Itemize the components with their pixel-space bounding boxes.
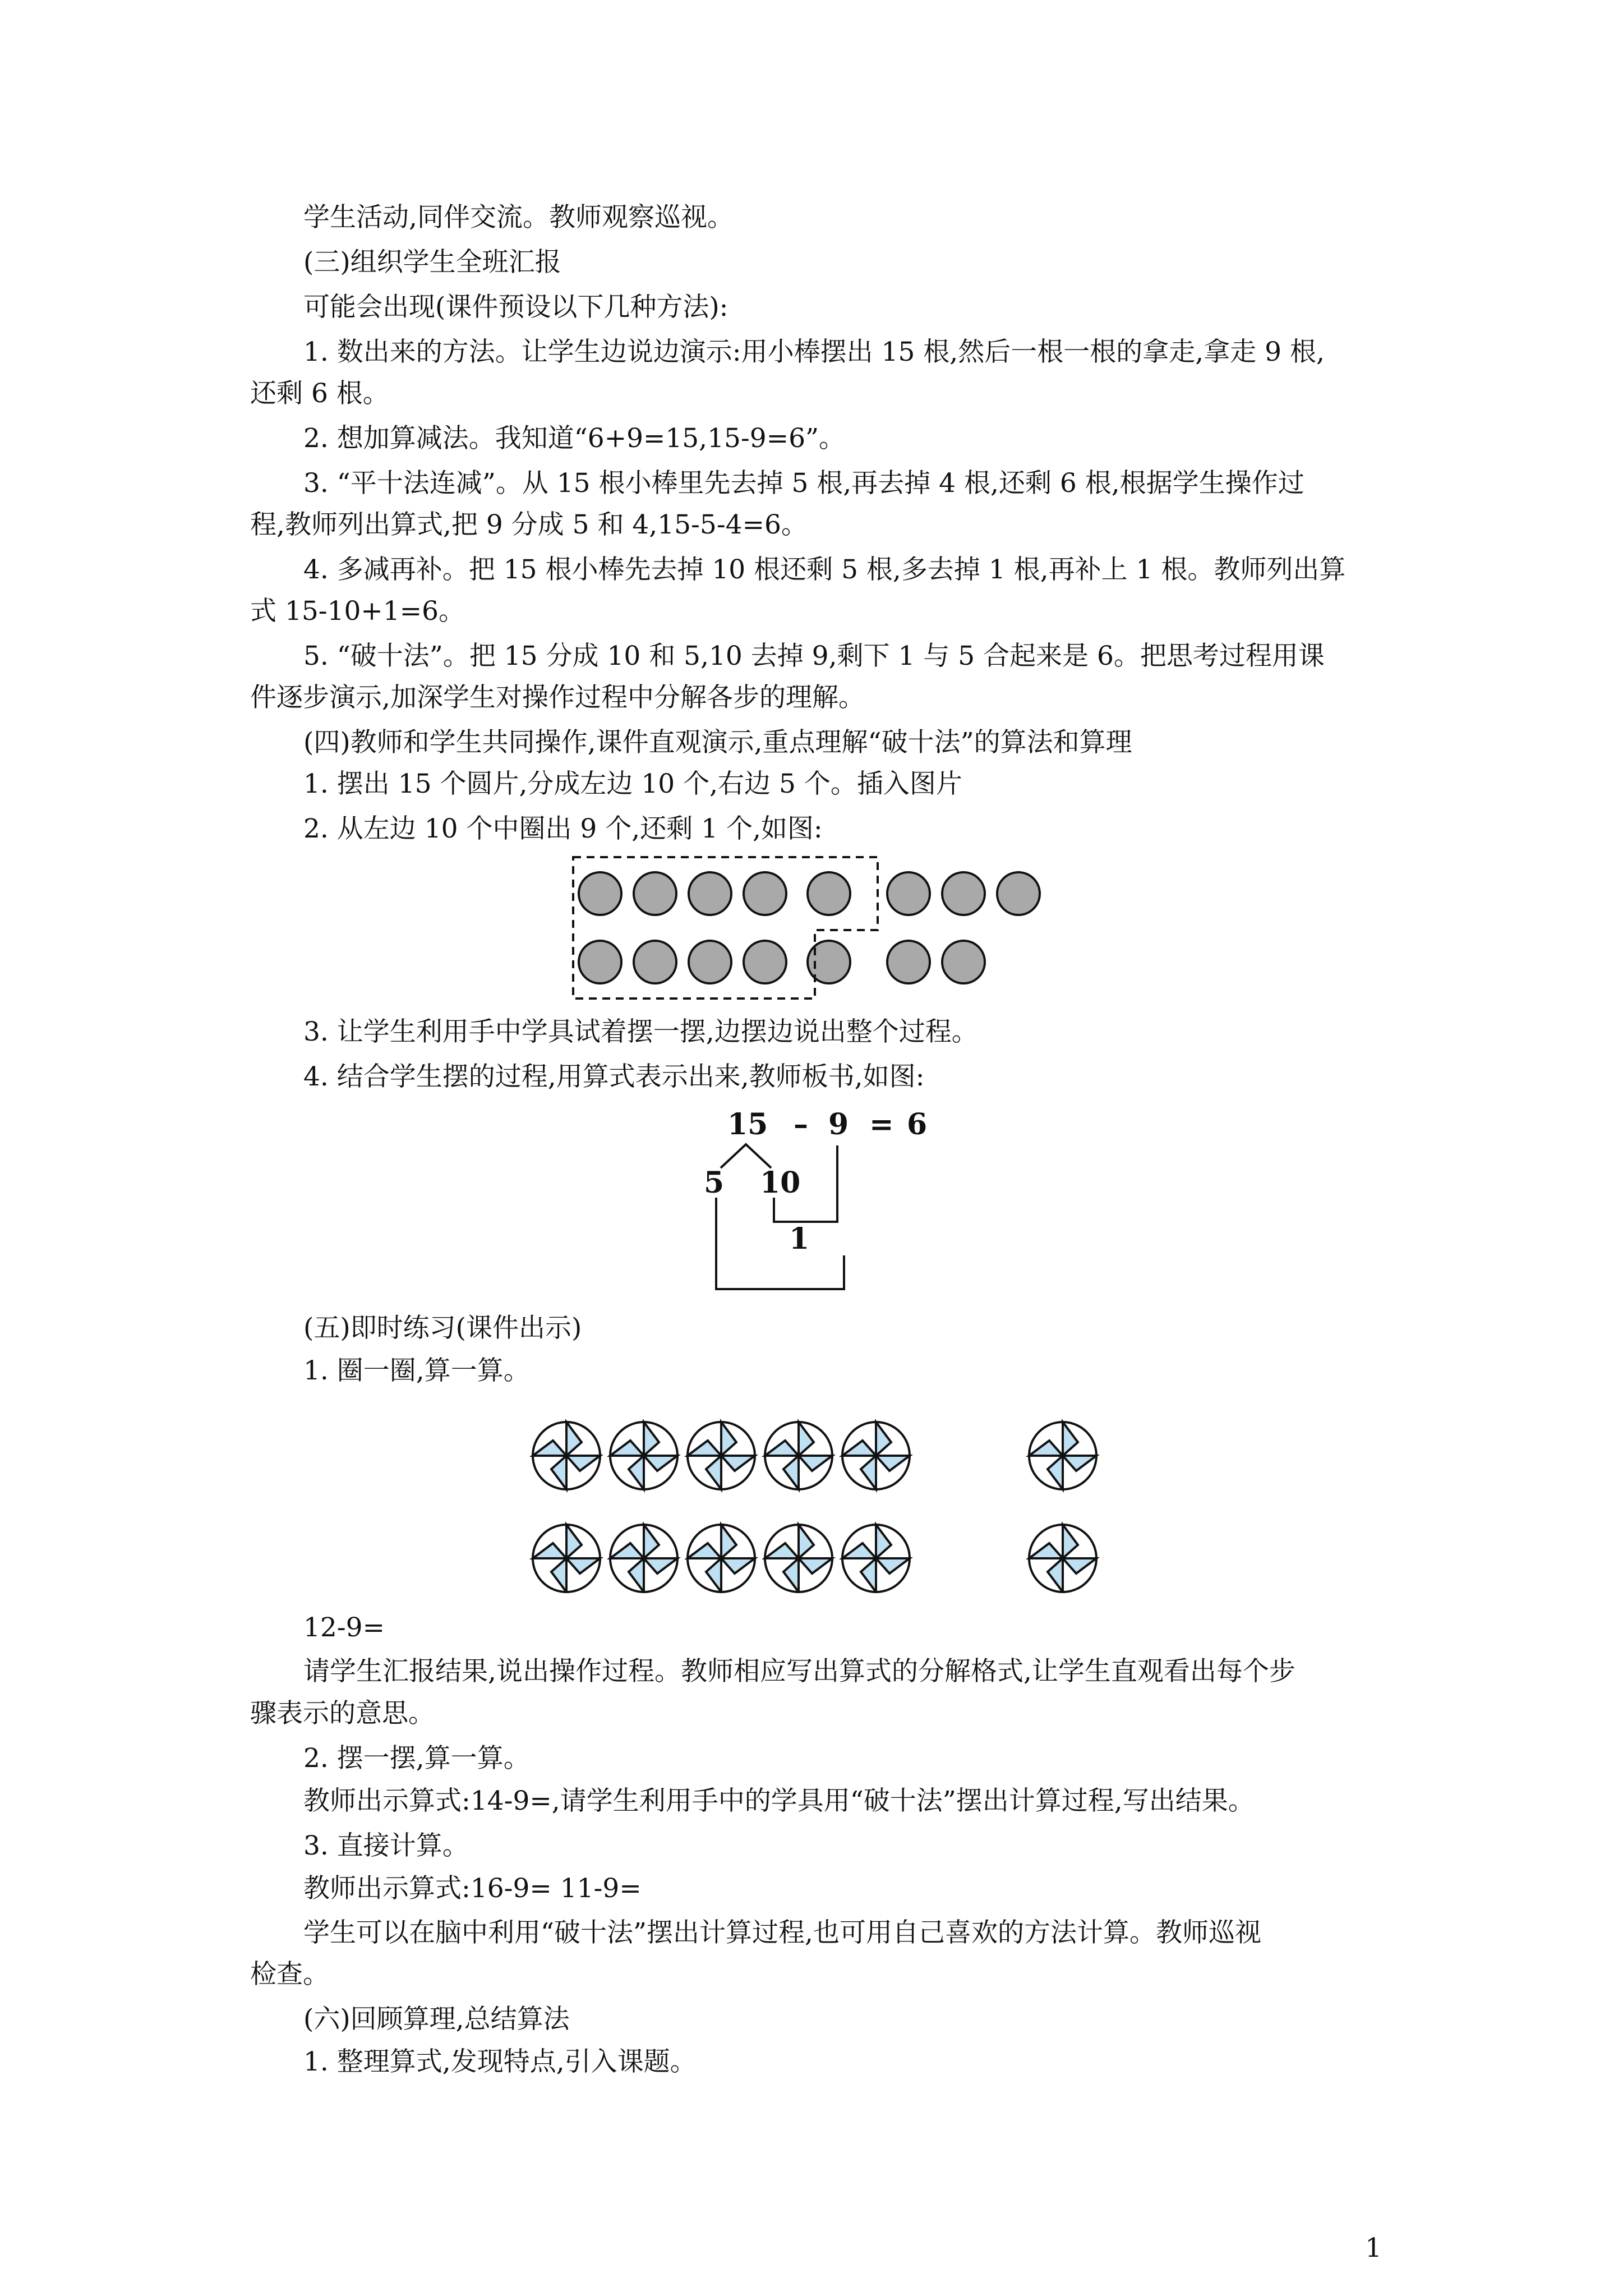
paragraph: 教师出示算式:14-9=,请学生利用手中的学具用“破十法”摆出计算过程,写出结果。 — [303, 1786, 1255, 1816]
counter-disc — [942, 941, 985, 983]
pinwheels-figure — [527, 1408, 1105, 1593]
list-item: 3. 直接计算。 — [303, 1830, 469, 1861]
split-right: 10 — [760, 1166, 801, 1200]
section-heading: (六)回顾算理,总结算法 — [303, 2004, 570, 2035]
counter-disc — [579, 941, 621, 983]
list-item: 4. 结合学生摆的过程,用算式表示出来,教师板书,如图: — [303, 1061, 925, 1092]
counter-disc — [579, 872, 621, 915]
minus-sign: – — [794, 1107, 808, 1142]
paragraph: 学生活动,同伴交流。教师观察巡视。 — [303, 202, 734, 233]
break-ten-equation-figure — [693, 1099, 956, 1307]
paragraph: 教师出示算式:16-9= 11-9= — [303, 1873, 642, 1904]
pinwheel-icon — [610, 1422, 677, 1489]
list-item: 2. 想加算减法。我知道“6+9=15,15-9=6”。 — [303, 423, 846, 454]
pinwheel-icon — [842, 1422, 910, 1489]
list-item-continuation: 还剩 6 根。 — [250, 378, 389, 409]
split-left: 5 — [704, 1166, 725, 1200]
counter-disc — [744, 941, 786, 983]
list-item-continuation: 式 15-10+1=6。 — [250, 596, 465, 627]
list-item: 3. 让学生利用手中学具试着摆一摆,边摆边说出整个过程。 — [303, 1016, 978, 1047]
counter-disc — [887, 941, 930, 983]
list-item: 5. “破十法”。把 15 分成 10 和 5,10 去掉 9,剩下 1 与 5 合起来是 6。把思考过程用课 — [303, 641, 1325, 671]
pinwheel-icon — [533, 1422, 600, 1489]
minuend: 15 — [727, 1107, 768, 1142]
page-number: 1 — [1365, 2233, 1382, 2263]
paragraph: 可能会出现(课件预设以下几种方法): — [303, 292, 728, 323]
paragraph: 请学生汇报结果,说出操作过程。教师相应写出算式的分解格式,让学生直观看出每个步 — [303, 1656, 1295, 1687]
counter-disc — [689, 872, 731, 915]
result: 6 — [907, 1107, 928, 1142]
paragraph-continuation: 骤表示的意思。 — [250, 1698, 435, 1729]
paragraph: 学生可以在脑中利用“破十法”摆出计算过程,也可用自己喜欢的方法计算。教师巡视 — [303, 1917, 1261, 1948]
list-item: 2. 从左边 10 个中圈出 9 个,还剩 1 个,如图: — [303, 813, 823, 844]
list-item-continuation: 程,教师列出算式,把 9 分成 5 和 4,15-5-4=6。 — [250, 509, 808, 540]
counter-disc — [887, 872, 930, 915]
pinwheel-icon — [842, 1525, 910, 1592]
section-heading: (三)组织学生全班汇报 — [303, 247, 561, 278]
counter-disc — [744, 872, 786, 915]
counter-disc — [634, 872, 676, 915]
combine-bracket — [716, 1198, 844, 1289]
pinwheel-icon — [688, 1525, 755, 1592]
list-item: 1. 摆出 15 个圆片,分成左边 10 个,右边 5 个。插入图片 — [303, 769, 962, 799]
counter-disc — [634, 941, 676, 983]
list-item: 1. 数出来的方法。让学生边说边演示:用小棒摆出 15 根,然后一根一根的拿走,拿走 9 根, — [303, 337, 1325, 367]
pinwheel-icon — [765, 1422, 832, 1489]
subtrahend: 9 — [828, 1107, 849, 1142]
counter-disc — [689, 941, 731, 983]
list-item: 2. 摆一摆,算一算。 — [303, 1743, 530, 1774]
section-heading: (四)教师和学生共同操作,课件直观演示,重点理解“破十法”的算法和算理 — [303, 727, 1132, 758]
paragraph-continuation: 检查。 — [250, 1959, 329, 1990]
list-item: 3. “平十法连减”。从 15 根小棒里先去掉 5 根,再去掉 4 根,还剩 6 根,根据学生操作过 — [303, 468, 1304, 499]
list-item: 1. 圈一圈,算一算。 — [303, 1355, 530, 1386]
pinwheel-icon — [533, 1525, 600, 1592]
split-branch-lines — [721, 1144, 771, 1168]
pinwheel-icon — [1029, 1525, 1096, 1592]
list-item-continuation: 件逐步演示,加深学生对操作过程中分解各步的理解。 — [250, 682, 865, 713]
counters-figure — [561, 847, 1082, 1004]
pinwheel-icon — [688, 1422, 755, 1489]
pinwheel-icon — [610, 1525, 677, 1592]
list-item: 4. 多减再补。把 15 根小棒先去掉 10 根还剩 5 根,多去掉 1 根,再补上 1 根。教师列出算 — [303, 554, 1346, 585]
counter-disc — [942, 872, 985, 915]
counter-disc — [808, 872, 850, 915]
remainder: 1 — [789, 1222, 810, 1256]
pinwheel-icon — [765, 1525, 832, 1592]
expression: 12-9= — [303, 1612, 385, 1643]
pinwheel-icon — [1029, 1422, 1096, 1489]
equals-sign: = — [869, 1107, 894, 1142]
section-heading: (五)即时练习(课件出示) — [303, 1313, 582, 1343]
counter-disc — [997, 872, 1040, 915]
list-item: 1. 整理算式,发现特点,引入课题。 — [303, 2046, 697, 2077]
